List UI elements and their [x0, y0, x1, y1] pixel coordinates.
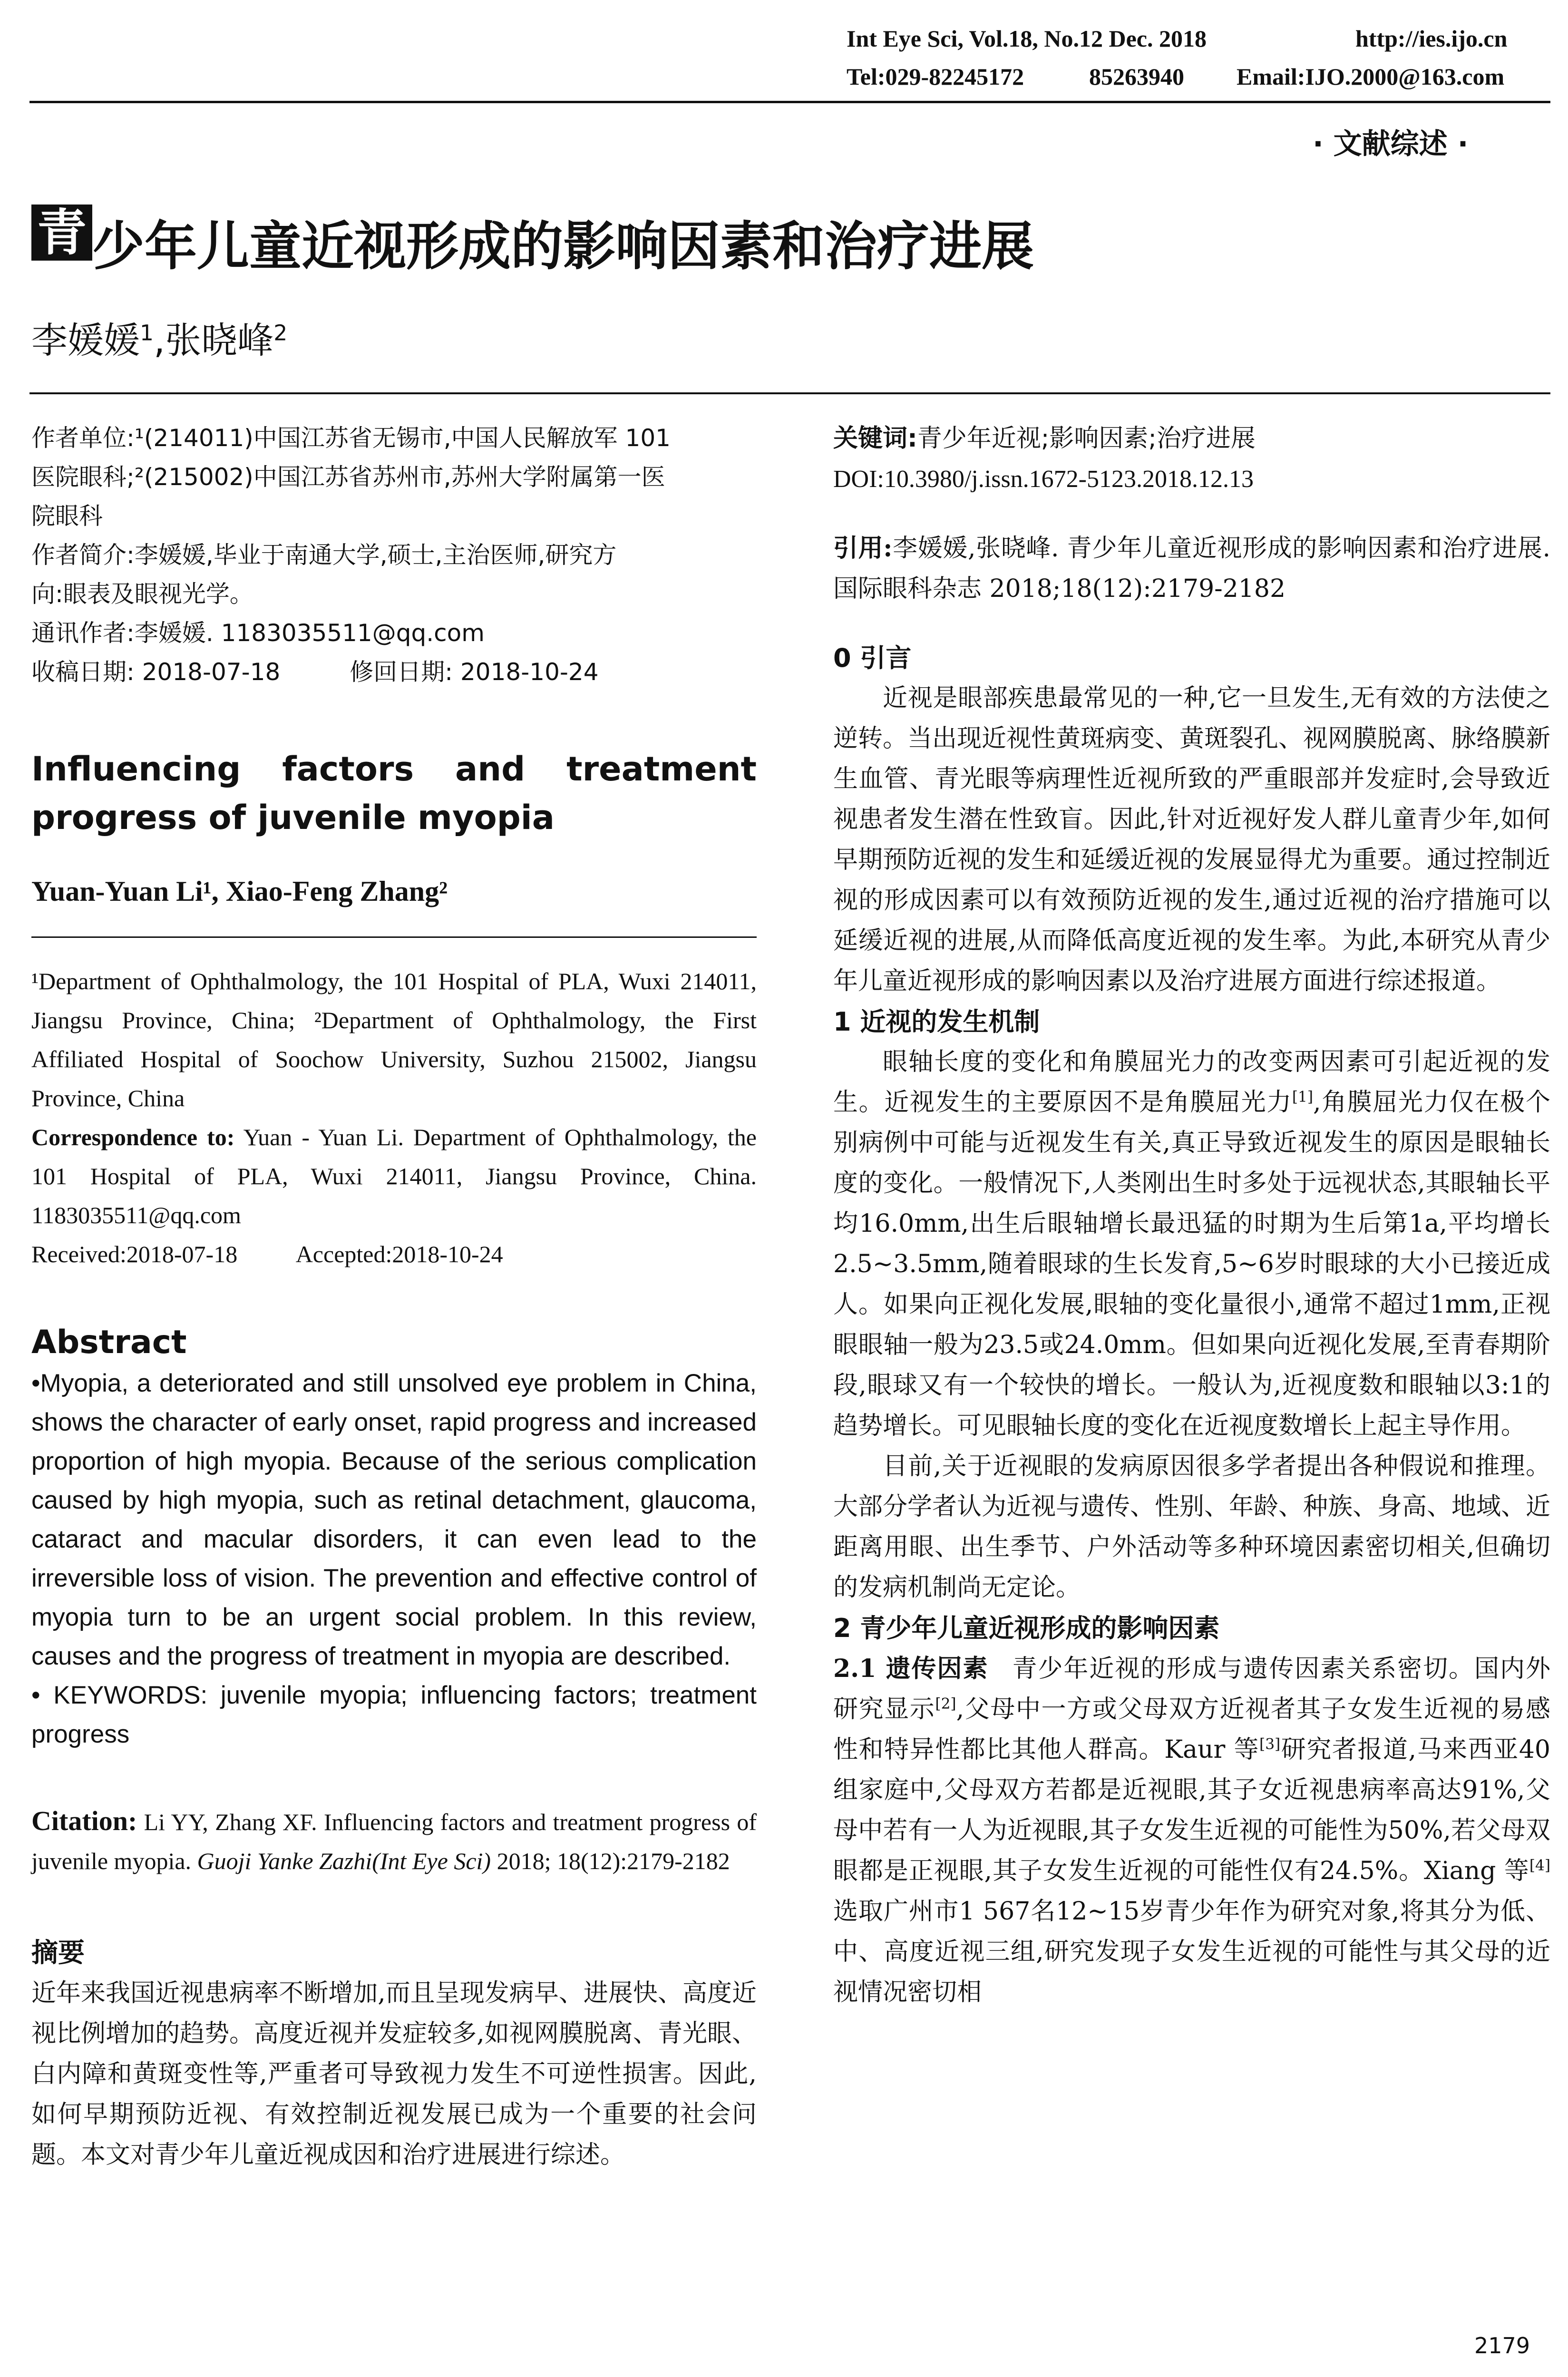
citation-en	[31, 1802, 757, 1880]
reference-2[interactable]: [2]	[935, 1695, 956, 1713]
page-title	[31, 205, 1034, 280]
journal-tel: Tel:029-82245172	[847, 63, 1024, 90]
author2-cn: 张晓峰	[165, 319, 274, 361]
abstract-text: •Myopia, a deteriorated and still unsolved eye problem in China, shows the character of early onset, rapid progress and increased proportion of high myopia. Because of the serious complication caused by high myopia, such as retinal detachment, glaucoma, cataract and macular disorders, it can even lead to the irreversible loss of vision. The prevention and effective control of myopia turn to be an urgent social problem. In this review, causes and the progress of treatment in myopia are described.	[31, 1369, 757, 1670]
title-text: 少年儿童近视形成的影响因素和治疗进展	[92, 216, 1034, 277]
abstract-heading: Abstract	[31, 1324, 187, 1361]
correspondence	[31, 1118, 757, 1235]
citation-journal: Guoji Yanke Zazhi(Int Eye Sci)	[197, 1848, 491, 1874]
author1-sup: 1	[140, 320, 154, 346]
title-first-char: 青	[31, 205, 92, 261]
paragraph-text: 眼轴长度的变化和角膜屈光力的改变两因素可引起近视的发生。近视发生的主要原因不是角膜屈光力	[833, 1048, 1550, 1117]
journal-citation-line: Int Eye Sci, Vol.18, No.12 Dec. 2018	[847, 25, 1207, 52]
citation-label: Citation:	[31, 1805, 137, 1836]
section-1-heading: 1 近视的发生机制	[833, 1007, 1040, 1037]
left-rule	[31, 936, 757, 938]
section-2-1-label: 2.1 遗传因素	[833, 1654, 989, 1683]
authors-cn	[31, 312, 287, 363]
abstract-cn-heading: 摘要	[31, 1938, 85, 1968]
title-rule	[29, 392, 1550, 394]
affiliations-cn	[31, 419, 757, 692]
affil-line: 作者单位:¹(214011)中国江苏省无锡市,中国人民解放军 101	[31, 424, 671, 452]
author2-sup: 2	[273, 320, 288, 346]
abstract-cn: 近年来我国近视患病率不断增加,而且呈现发病早、进展快、高度近视比例增加的趋势。高度近视并发症较多,如视网膜脱离、青光眼、白内障和黄斑变性等,严重者可导致视力发生不可逆性损害。因此,如何早期预防近视、有效控制近视发展已成为一个重要的社会问题。本文对青少年儿童近视成因和治疗进展进行综述。	[31, 1979, 757, 2169]
section-1-paragraph-2: 目前,关于近视眼的发病原因很多学者提出各种假说和推理。大部分学者认为近视与遗传、性别、年龄、种族、身高、地域、近距离用眼、出生季节、户外活动等多种环境因素密切相关,但确切的发病机制尚无定论。	[833, 1452, 1551, 1602]
journal-email[interactable]: Email:IJO.2000@163.com	[1237, 63, 1505, 90]
affil-line: 院眼科	[31, 502, 103, 530]
affil-line: 向:眼表及眼视光学。	[31, 580, 253, 608]
doi[interactable]: DOI:10.3980/j.issn.1672-5123.2018.12.13	[833, 466, 1254, 493]
affil-line: 作者简介:李媛媛,毕业于南通大学,硕士,主治医师,研究方	[31, 541, 617, 569]
author-sep: ,	[154, 319, 166, 361]
revised-cn: 修回日期: 2018-10-24	[350, 658, 599, 686]
english-affiliations: ¹Department of Ophthalmology, the 101 Hospital of PLA, Wuxi 214011, Jiangsu Province, China; ²Department of Ophthalmology, the First Affiliated Hospital of Soochow University, Suzhou 215002, Jiangsu Province, China	[31, 968, 757, 1111]
citation-tail: 2018; 18(12):2179-2182	[497, 1848, 730, 1874]
keywords-cn	[833, 419, 1550, 459]
keywords-label: 关键词:	[833, 424, 917, 453]
author1-cn: 李媛媛	[31, 319, 140, 361]
right-column	[833, 419, 1550, 2013]
dates-en	[31, 1235, 757, 1274]
left-column	[31, 419, 757, 2175]
dates-cn	[31, 653, 757, 692]
journal-url[interactable]: http://ies.ijo.cn	[1355, 25, 1508, 52]
english-title: Influencing factors and treatment progress of juvenile myopia	[31, 750, 757, 837]
received-en: Received:2018-07-18	[31, 1241, 238, 1267]
paragraph-text: ,父母中一方或父母双方近视者其子女发生近视的易感性和特异性都比其他人群高。Kaur 等	[833, 1695, 1550, 1764]
cite-label: 引用:	[833, 534, 893, 563]
cite-text: 李媛媛,张晓峰. 青少年儿童近视形成的影响因素和治疗进展. 国际眼科杂志 2018;18(12):2179-2182	[833, 534, 1550, 603]
reference-3[interactable]: [3]	[1259, 1735, 1281, 1753]
reference-1[interactable]: [1]	[1292, 1088, 1314, 1106]
english-authors: Yuan-Yuan Li¹, Xiao-Feng Zhang²	[31, 876, 448, 907]
received-cn: 收稿日期: 2018-07-18	[31, 658, 281, 686]
section-2-heading: 2 青少年儿童近视形成的影响因素	[833, 1613, 1220, 1643]
cite-cn	[833, 528, 1550, 609]
section-label: · 文献综述 ·	[1313, 127, 1469, 161]
paragraph-text: 研究者报道,马来西亚40组家庭中,父母双方若都是近视眼,其子女近视患病率高达91%,父母中若有一人为近视眼,其子女发生近视的可能性为50%,若父母双眼都是正视眼,其子女发生近视的可能性仅有24.5%。Xiang 等	[833, 1735, 1550, 1885]
section-2-1-paragraph	[833, 1648, 1550, 2013]
keywords-value: 青少年近视;影响因素;治疗进展	[917, 424, 1256, 453]
paragraph-text: 青少年近视的形成与遗传因素关系密切。国内外研究显示	[833, 1655, 1550, 1724]
section-1-paragraph-1	[833, 1042, 1550, 1446]
reference-4[interactable]: [4]	[1529, 1857, 1550, 1874]
page-number: 2179	[1474, 2333, 1530, 2358]
correspondence-label: Correspondence to:	[31, 1124, 235, 1150]
section-0-paragraph: 近视是眼部疾患最常见的一种,它一旦发生,无有效的方法使之逆转。当出现近视性黄斑病变、黄斑裂孔、视网膜脱离、脉络膜新生血管、青光眼等病理性近视所致的严重眼部并发症时,会导致近视患者发生潜在性致盲。因此,针对近视好发人群儿童青少年,如何早期预防近视的发生和延缓近视的发展显得尤为重要。通过控制近视的形成因素可以有效预防近视的发生,通过近视的治疗措施可以延缓近视的进展,从而降低高度近视的发生率。为此,本研究从青少年儿童近视形成的影响因素以及治疗进展方面进行综述报道。	[833, 684, 1551, 995]
keywords-en: • KEYWORDS: juvenile myopia; influencing factors; treatment progress	[31, 1681, 757, 1748]
header-rule	[29, 101, 1550, 103]
journal-tel2: 85263940	[1089, 63, 1184, 90]
paragraph-text: 选取广州市1 567名12~15岁青少年作为研究对象,将其分为低、中、高度近视三组,研究发现子女发生近视的可能性与其父母的近视情况密切相	[833, 1897, 1550, 2007]
correspondence-text: Yuan - Yuan Li. Department of Ophthalmology, the 101 Hospital of PLA, Wuxi 214011, Jiangsu Province, China. 1183035511@qq.com	[31, 1124, 757, 1228]
affil-line: 通讯作者:李媛媛. 1183035511@qq.com	[31, 619, 485, 647]
paragraph-text: ,角膜屈光力仅在极个别病例中可能与近视发生有关,真正导致近视发生的原因是眼轴长度的变化。一般情况下,人类刚出生时多处于远视状态,其眼轴长平均16.0mm,出生后眼轴增长最迅猛的时期为生后第1a,平均增长2.5~3.5mm,随着眼球的生长发育,5~6岁时眼球的大小已接近成人。如果向正视化发展,眼轴的变化量很小,通常不超过1mm,正视眼眼轴一般为23.5或24.0mm。但如果向近视化发展,至青春期阶段,眼球又有一个较快的增长。一般认为,近视度数和眼轴以3:1的趋势增长。可见眼轴长度的变化在近视度数增长上起主导作用。	[833, 1088, 1550, 1440]
citation-text: Li YY, Zhang XF. Influencing factors and treatment progress of juvenile myopia.	[31, 1809, 757, 1874]
accepted-en: Accepted:2018-10-24	[295, 1241, 503, 1267]
section-0-heading: 0 引言	[833, 643, 912, 673]
affil-line: 医院眼科;²(215002)中国江苏省苏州市,苏州大学附属第一医	[31, 463, 665, 491]
